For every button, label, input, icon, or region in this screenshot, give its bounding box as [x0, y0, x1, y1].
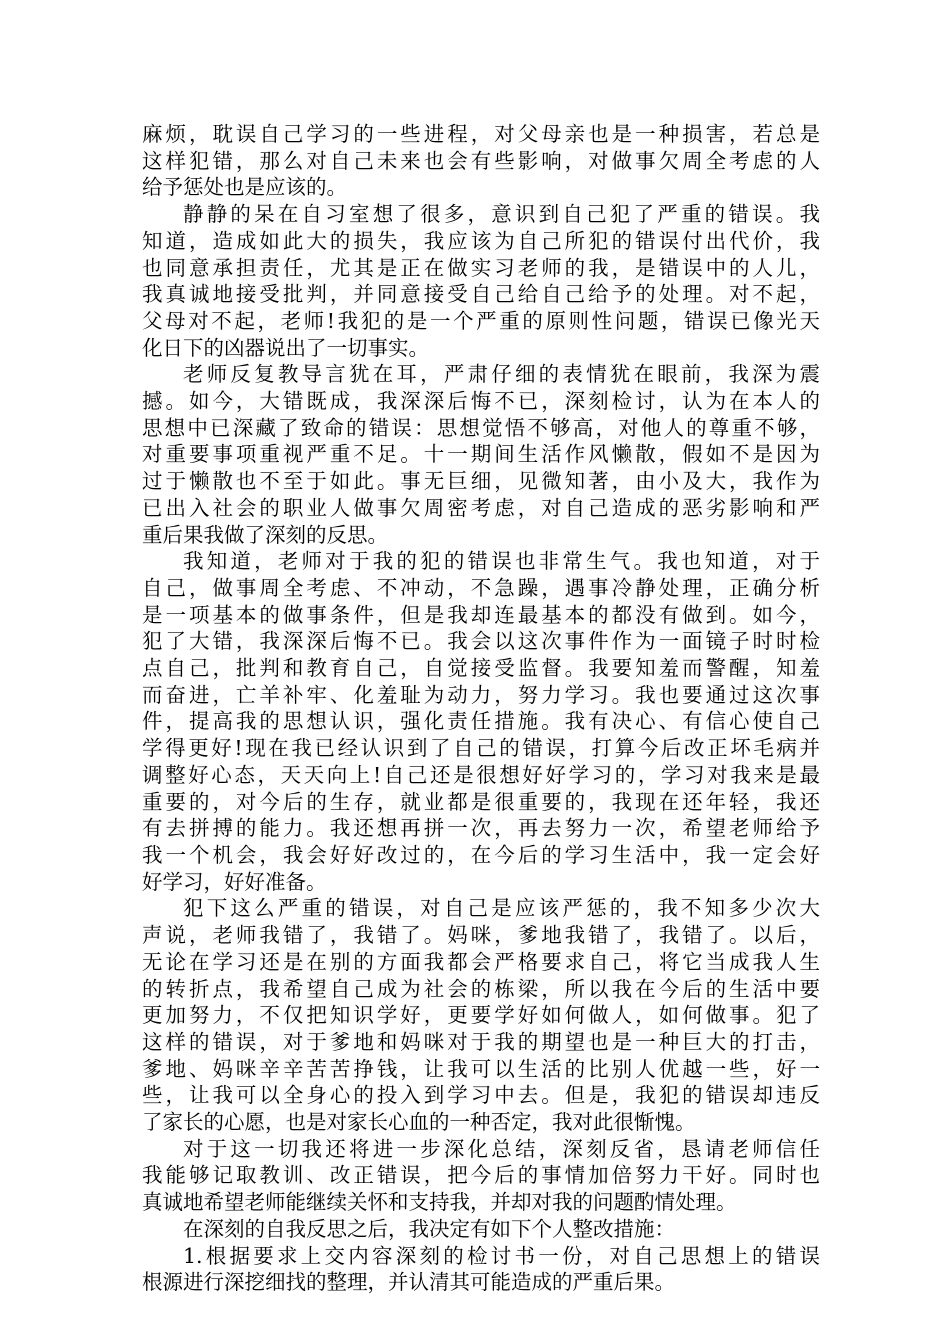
text-line: 无论在学习还是在别的方面我都会严格要求自己，将它当成我人生: [142, 949, 820, 974]
text-line: 我知道，老师对于我的犯的错误也非常生气。我也知道，对于: [183, 549, 820, 574]
text-line: 老师反复教导言犹在耳，严肃仔细的表情犹在眼前，我深为震: [183, 362, 820, 387]
text-line: 自己，做事周全考虑、不冲动，不急躁，遇事冷静处理，正确分析: [142, 575, 820, 600]
text-line: 犯了大错，我深深后悔不已。我会以这次事件作为一面镜子时时检: [142, 629, 820, 654]
text-line: 知道，造成如此大的损失，我应该为自己所犯的错误付出代价，我: [142, 228, 820, 253]
text-line: 化日下的凶器说出了一切事实。: [142, 335, 429, 360]
body-paragraph: [142, 121, 820, 201]
text-line: 对于这一切我还将进一步深化总结，深刻反省，恳请老师信任: [183, 1136, 820, 1161]
text-line: 重后果我做了深刻的反思。: [142, 522, 388, 547]
text-line: 的转折点，我希望自己成为社会的栋梁，所以我在今后的生活中要: [142, 976, 820, 1001]
text-line: 过于懒散也不至于如此。事无巨细，见微知著，由小及大，我作为: [142, 469, 820, 494]
text-line: 我能够记取教训、改正错误，把今后的事情加倍努力干好。同时也: [142, 1163, 820, 1188]
text-line: 些，让我可以全身心的投入到学习中去。但是，我犯的错误却违反: [142, 1083, 820, 1108]
text-line: 根源进行深挖细找的整理，并认清其可能造成的严重后果。: [142, 1270, 675, 1295]
text-line: 撼。如今，大错既成，我深深后悔不已，深刻检讨，认为在本人的: [142, 389, 820, 414]
text-line: 是一项基本的做事条件，但是我却连最基本的都没有做到。如今，: [142, 602, 820, 627]
text-line: 静静的呆在自习室想了很多，意识到自己犯了严重的错误。我: [183, 202, 820, 227]
text-line: 犯下这么严重的错误，对自己是应该严惩的，我不知多少次大: [183, 896, 820, 921]
text-line: 真诚地希望老师能继续关怀和支持我，并却对我的问题酌情处理。: [142, 1190, 737, 1215]
text-line: 好学习，好好准备。: [142, 869, 327, 894]
text-line: 麻烦，耽误自己学习的一些进程，对父母亲也是一种损害，若总是: [142, 122, 820, 146]
text-line: 更加努力，不仅把知识学好，更要学好如何做人，如何做事。犯了: [142, 1003, 820, 1028]
text-line: 而奋进，亡羊补牢、化羞耻为动力，努力学习。我也要通过这次事: [142, 682, 820, 707]
body-paragraph: [142, 548, 820, 895]
text-line: 在深刻的自我反思之后，我决定有如下个人整改措施：: [183, 1216, 675, 1241]
body-paragraph: [142, 895, 820, 1135]
text-line: 重要的，对今后的生存，就业都是很重要的，我现在还年轻，我还: [142, 789, 820, 814]
document-page: [142, 121, 820, 1296]
body-paragraph: [142, 1136, 820, 1216]
body-paragraph: [142, 361, 820, 548]
text-line: 给予惩处也是应该的。: [142, 175, 347, 200]
text-line: 对重要事项重视严重不足。十一期间生活作风懒散，假如不是因为: [142, 442, 820, 467]
text-line: 已出入社会的职业人做事欠周密考虑，对自己造成的恶劣影响和严: [142, 495, 820, 520]
text-line: 了家长的心愿，也是对家长心血的一种否定，我对此很惭愧。: [142, 1110, 696, 1135]
text-line: 爹地、妈咪辛辛苦苦挣钱，让我可以生活的比别人优越一些，好一: [142, 1056, 820, 1081]
text-line: 1.根据要求上交内容深刻的检讨书一份，对自己思想上的错误: [183, 1243, 820, 1268]
text-line: 声说，老师我错了，我错了。妈咪，爹地我错了，我错了。以后，: [142, 923, 820, 948]
text-line: 我真诚地接受批判，并同意接受自己给自己给予的处理。对不起，: [142, 282, 820, 307]
text-line: 点自己，批判和教育自己，自觉接受监督。我要知羞而警醒，知羞: [142, 656, 820, 681]
text-line: 这样犯错，那么对自己未来也会有些影响，对做事欠周全考虑的人: [142, 148, 820, 173]
text-line: 学得更好!现在我已经认识到了自己的错误，打算今后改正坏毛病并: [142, 736, 820, 761]
text-line: 也同意承担责任，尤其是正在做实习老师的我，是错误中的人儿，: [142, 255, 820, 280]
text-line: 我一个机会，我会好好改过的，在今后的学习生活中，我一定会好: [142, 842, 820, 867]
body-paragraph: [142, 1243, 820, 1296]
text-line: 思想中已深藏了致命的错误：思想觉悟不够高，对他人的尊重不够，: [142, 415, 820, 440]
text-line: 有去拼搏的能力。我还想再拼一次，再去努力一次，希望老师给予: [142, 816, 820, 841]
body-paragraph: [142, 1216, 820, 1243]
text-line: 调整好心态，天天向上!自己还是很想好好学习的，学习对我来是最: [142, 762, 820, 787]
text-line: 父母对不起，老师!我犯的是一个严重的原则性问题，错误已像光天: [142, 308, 820, 333]
text-line: 件，提高我的思想认识，强化责任措施。我有决心、有信心使自己: [142, 709, 820, 734]
text-line: 这样的错误，对于爹地和妈咪对于我的期望也是一种巨大的打击，: [142, 1029, 820, 1054]
body-paragraph: [142, 201, 820, 361]
